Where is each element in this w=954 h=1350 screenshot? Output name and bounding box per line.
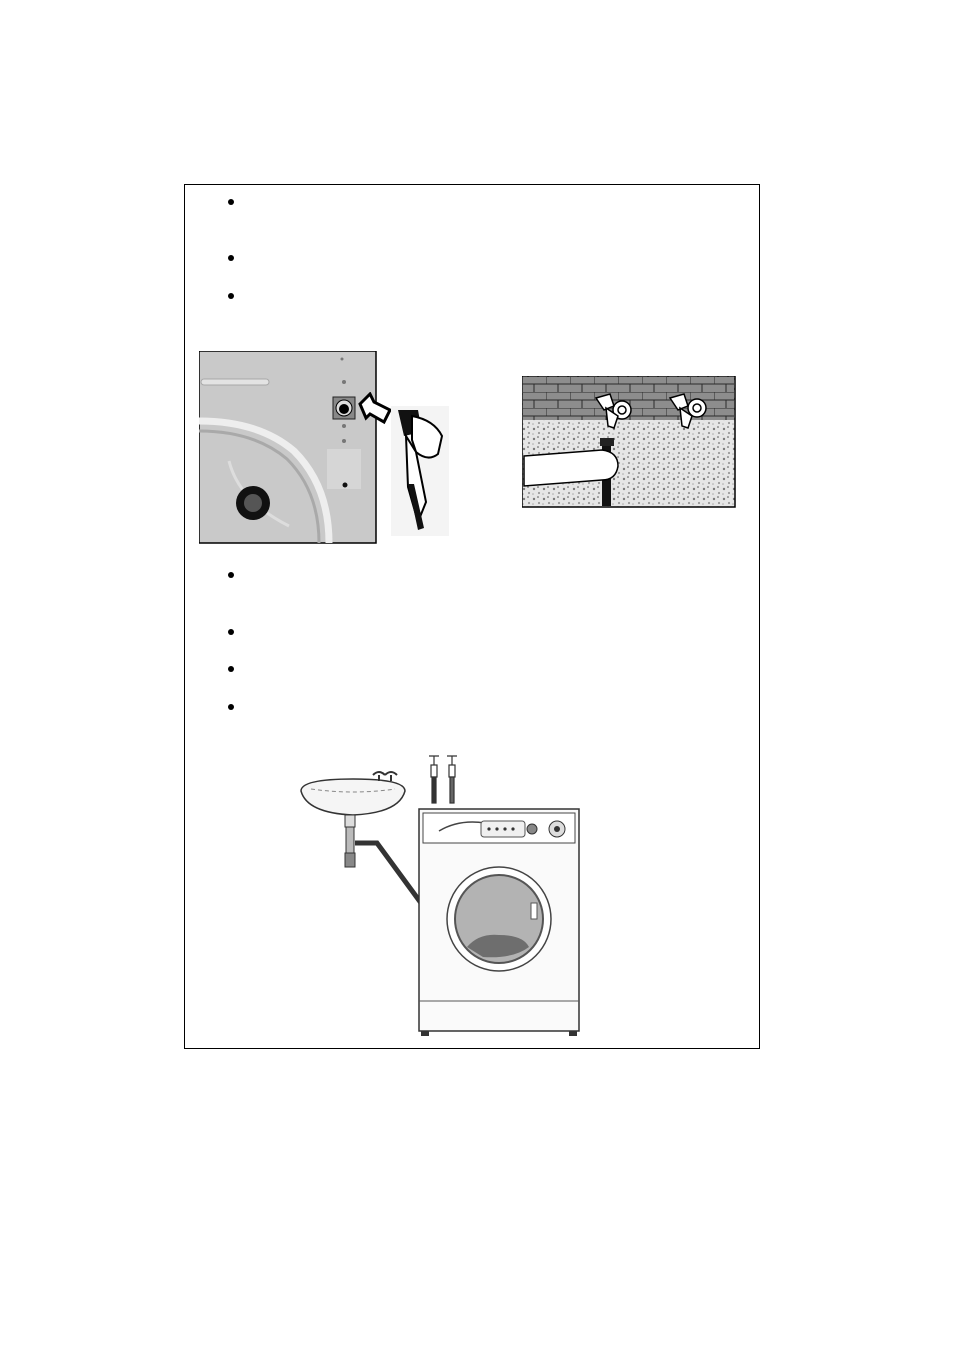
wall-taps-icon: [522, 376, 736, 508]
bullet-5: [228, 629, 234, 635]
bullet-4: [228, 572, 234, 578]
machine-back-panel-icon: [199, 351, 377, 544]
hose-in-hand-icon: [358, 392, 450, 537]
bullet-2: [228, 255, 234, 261]
washing-machine-installation-icon: [299, 751, 589, 1041]
installation-figure: [299, 751, 589, 1041]
bullet-1: [228, 199, 234, 205]
bullet-6: [228, 666, 234, 672]
bullet-3: [228, 293, 234, 299]
hose-hand-figure: [358, 392, 450, 537]
bullet-7: [228, 704, 234, 710]
instruction-frame: [184, 184, 760, 1049]
machine-back-panel-figure: [199, 351, 377, 544]
wall-taps-figure: [522, 376, 736, 508]
